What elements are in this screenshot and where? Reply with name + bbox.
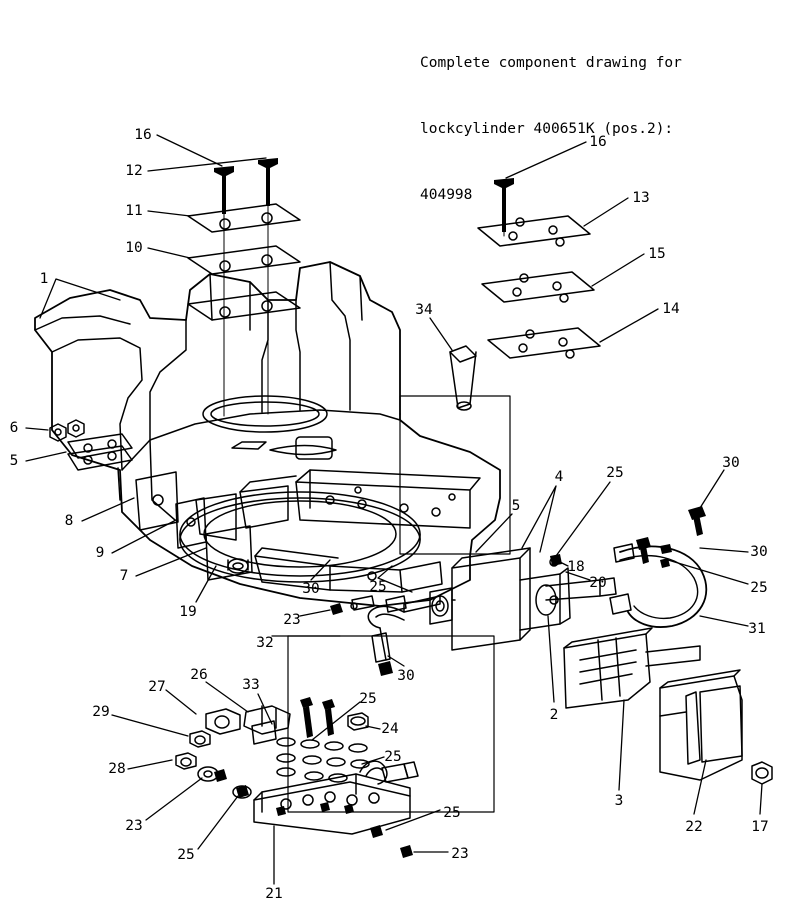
callout-label: 15 (648, 246, 666, 262)
callout-label: 13 (632, 190, 650, 206)
callout-label: 25 (384, 749, 402, 765)
title-line-2: lockcylinder 400651K (pos.2): (420, 121, 674, 137)
callout-label: 4 (554, 469, 564, 485)
callout-label: 30 (302, 581, 320, 597)
callout-label: 23 (451, 846, 469, 862)
callout-label: 5 (9, 453, 19, 469)
callout-label: 24 (381, 721, 399, 737)
callout-label: 17 (751, 819, 769, 835)
callout-label: 16 (134, 127, 152, 143)
title-line-3: 404998 (420, 187, 473, 203)
callout-label: 18 (567, 559, 585, 575)
callout-label: 16 (589, 134, 607, 150)
callout-label: 8 (64, 513, 74, 529)
callout-label: 7 (119, 568, 129, 584)
callout-label: 1 (39, 271, 49, 287)
callout-label: 30 (397, 668, 415, 684)
callout-label: 25 (177, 847, 195, 863)
callout-label: 9 (95, 545, 105, 561)
callout-label: 25 (359, 691, 377, 707)
callout-label: 19 (179, 604, 197, 620)
callout-label: 6 (9, 420, 19, 436)
callout-label: 22 (685, 819, 703, 835)
callout-label: 28 (108, 761, 126, 777)
callout-label: 23 (125, 818, 143, 834)
callout-label: 33 (242, 677, 260, 693)
callout-label: 11 (125, 203, 143, 219)
callout-label: 23 (283, 612, 301, 628)
callout-label: 29 (92, 704, 110, 720)
callout-label: 20 (589, 575, 607, 591)
callout-label: 25 (750, 580, 768, 596)
callout-label: 14 (662, 301, 680, 317)
callout-label: 32 (256, 635, 274, 651)
callout-label: 25 (606, 465, 624, 481)
callout-label: 27 (148, 679, 166, 695)
callout-label: 25 (443, 805, 461, 821)
title-line-1: Complete component drawing for (420, 55, 682, 71)
callout-label: 34 (415, 302, 433, 318)
callout-label: 30 (750, 544, 768, 560)
callout-label: 31 (748, 621, 766, 637)
callout-label: 21 (265, 886, 283, 902)
callout-label: 10 (125, 240, 143, 256)
callout-label: 12 (125, 163, 143, 179)
callout-label: 2 (549, 707, 559, 723)
callout-label: 25 (369, 579, 387, 595)
callout-label: 5 (511, 498, 521, 514)
drawing-title-block (420, 8, 682, 250)
callout-label: 3 (614, 793, 624, 809)
callout-label: 30 (722, 455, 740, 471)
callout-label: 26 (190, 667, 208, 683)
